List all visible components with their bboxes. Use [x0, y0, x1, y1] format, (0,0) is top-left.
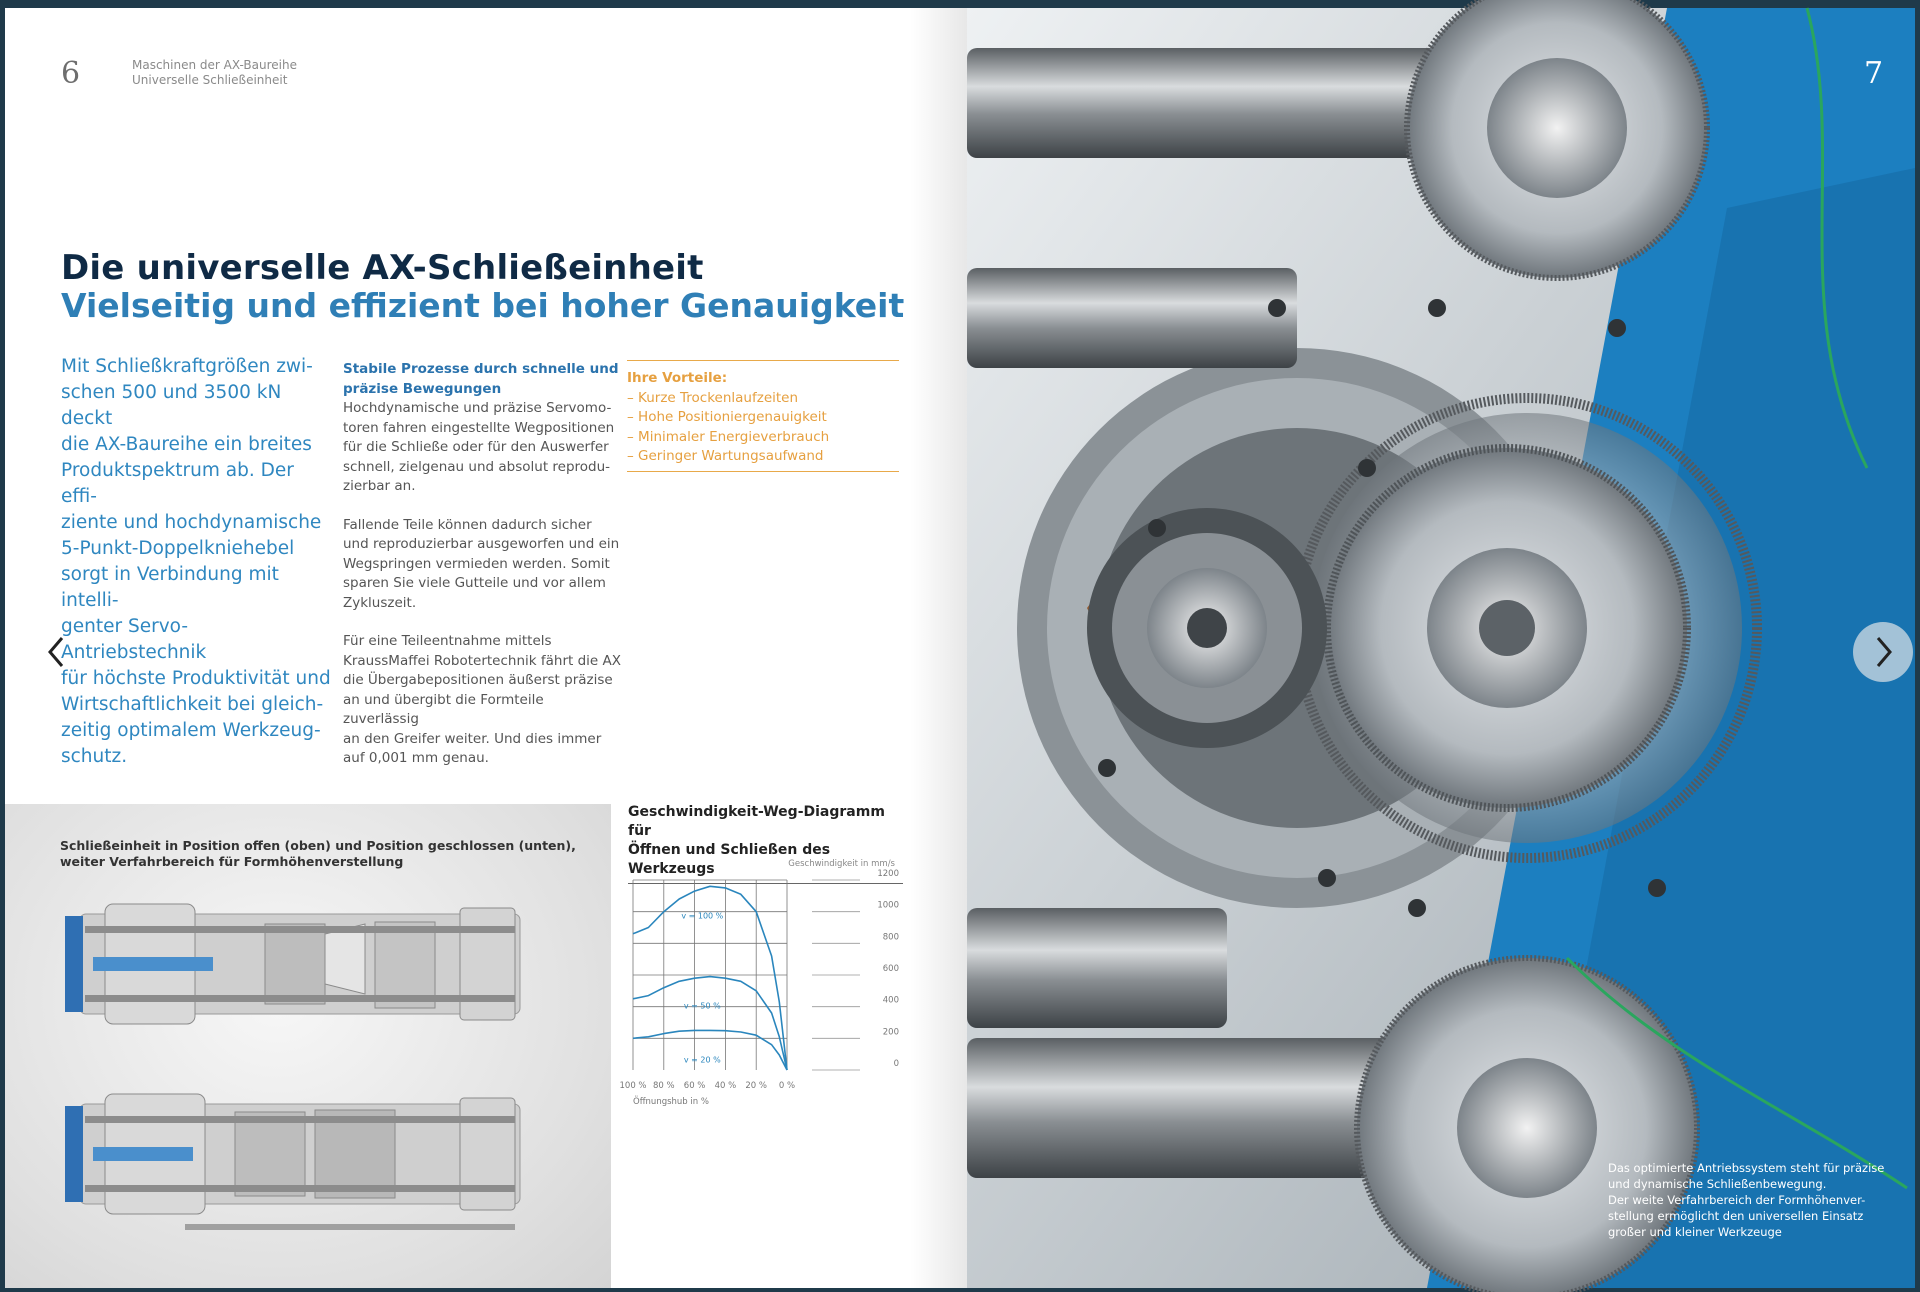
running-head-line: Universelle Schließeinheit	[132, 73, 288, 87]
body-line: Fallende Teile können dadurch sicher	[343, 516, 592, 533]
body-line: und reproduzierbar ausgeworfen und ein	[343, 536, 620, 552]
right-page-photo	[967, 8, 1915, 1288]
chart-xlabel: Öffnungshub in %	[633, 1097, 709, 1107]
magazine-spread	[5, 8, 1915, 1288]
body-line: Wegspringen vermieden werden. Somit	[343, 555, 610, 572]
photo-caption-line: stellung ermöglicht den universellen Einsatz	[1608, 1209, 1864, 1223]
lead-line: Produktspektrum ab. Der effi-	[61, 460, 294, 507]
benefit-item: – Kurze Trockenlaufzeiten	[627, 389, 799, 406]
body-column	[343, 360, 623, 788]
page-fold-shadow	[910, 8, 972, 1288]
benefit-item: – Minimaler Energieverbrauch	[627, 428, 830, 445]
body-line: schnell, zielgenau und absolut reprodu-	[343, 458, 611, 475]
benefit-item: – Hohe Positioniergenauigkeit	[627, 409, 827, 425]
left-page	[5, 8, 967, 1288]
chevron-left-icon	[42, 632, 72, 672]
next-page-button[interactable]	[1853, 622, 1913, 682]
subheading-line: präzise Bewegungen	[343, 380, 502, 397]
lead-line: schen 500 und 3500 kN deckt	[61, 382, 282, 429]
chart-ylabel: Geschwindigkeit in mm/s	[788, 859, 895, 869]
page-number-right: 7	[1864, 56, 1884, 91]
subheading-line: Stabile Prozesse durch schnelle und	[343, 361, 619, 377]
body-line: für die Schließe oder für den Auswerfer	[343, 439, 609, 455]
panel-caption-line: Schließeinheit in Position offen (oben) und Position geschlossen (unten),	[60, 838, 576, 853]
clamping-unit-open	[65, 904, 520, 1024]
chart-x-tick-label: 40 %	[714, 1081, 737, 1091]
body-line: zierbar an.	[343, 478, 416, 494]
photo-caption-line: Das optimierte Antriebssystem steht für präzise	[1608, 1161, 1885, 1175]
body-paragraph-2	[343, 516, 623, 614]
body-paragraph-1	[343, 399, 623, 497]
body-line: toren fahren eingestellte Wegpositionen	[343, 419, 615, 436]
photo-caption-line: und dynamische Schließenbewegung.	[1608, 1177, 1827, 1191]
body-line: auf 0,001 mm genau.	[343, 750, 489, 766]
body-line: Hochdynamische und präzise Servomo-	[343, 400, 612, 416]
lead-line: zeitig optimalem Werkzeug-	[61, 720, 321, 741]
lead-line: genter Servo-Antriebstechnik	[61, 616, 207, 663]
chart-y-tick-label: 800	[882, 932, 899, 943]
body-subheading	[343, 360, 623, 399]
chart-y-tick-label: 200	[882, 1027, 899, 1038]
clamping-unit-panel	[5, 804, 611, 1288]
chart-title-line: Geschwindigkeit-Weg-Diagramm für	[628, 804, 885, 839]
page-title: Die universelle AX-Schließeinheit	[61, 248, 704, 288]
body-line: an den Greifer weiter. Und dies immer	[343, 730, 602, 747]
chart-y-tick-label: 0	[893, 1059, 899, 1069]
chart-title-line: Öffnen und Schließen des Werkzeugs	[628, 842, 831, 877]
chart-y-tick-label: 1200	[877, 869, 899, 879]
lead-line: die AX-Baureihe ein breites	[61, 434, 312, 455]
page-number-left: 6	[61, 56, 81, 91]
panel-caption	[60, 838, 580, 870]
chart-x-tick-label: 0 %	[778, 1081, 796, 1091]
body-line: die Übergabepositionen äußerst präzise	[343, 672, 613, 688]
lead-line: Wirtschaftlichkeit bei gleich-	[61, 694, 324, 715]
lead-line: 5-Punkt-Doppelkniehebel	[61, 538, 295, 559]
body-line: sparen Sie viele Gutteile und vor allem	[343, 575, 606, 591]
benefits-title: Ihre Vorteile:	[627, 370, 728, 386]
chart-y-tick-label: 400	[882, 995, 899, 1006]
chart-series-label: v = 100 %	[681, 911, 724, 921]
clamping-unit-closed	[65, 1094, 520, 1230]
chart-x-tick-label: 60 %	[683, 1081, 706, 1091]
chart-x-tick-label: 100 %	[619, 1081, 647, 1091]
photo-caption-line: Der weite Verfahrbereich der Formhöhenver-	[1608, 1193, 1866, 1207]
photo-caption-line: großer und kleiner Werkzeuge	[1608, 1225, 1782, 1239]
lead-paragraph	[61, 354, 331, 770]
gear-drive-photo	[967, 8, 1915, 1288]
body-line: Zykluszeit.	[343, 594, 417, 611]
chevron-right-icon	[1868, 632, 1898, 672]
photo-caption	[1608, 1160, 1898, 1240]
benefit-item: – Geringer Wartungsaufwand	[627, 448, 824, 464]
clamping-unit-illustration	[5, 804, 611, 1288]
speed-travel-chart	[619, 848, 905, 1108]
body-paragraph-3	[343, 632, 623, 769]
benefits-box	[627, 360, 899, 472]
chart-series-label: v = 50 %	[683, 1001, 721, 1011]
running-head	[132, 58, 297, 88]
body-line: an und übergibt die Formteile zuverlässig	[343, 691, 544, 727]
chart-y-tick-label: 600	[882, 964, 899, 974]
chart-x-tick-label: 20 %	[745, 1081, 768, 1091]
lead-line: schutz.	[61, 746, 128, 767]
chart-y-tick-label: 1000	[877, 900, 899, 911]
previous-page-button[interactable]	[27, 622, 87, 682]
panel-caption-line: weiter Verfahrbereich für Formhöhenverstellung	[60, 854, 404, 869]
chart-series-label: v = 20 %	[683, 1055, 721, 1065]
body-line: KraussMaffei Robotertechnik fährt die AX	[343, 652, 621, 669]
body-line: Für eine Teileentnahme mittels	[343, 633, 552, 649]
running-head-line: Maschinen der AX-Baureihe	[132, 58, 297, 72]
lead-line: für höchste Produktivität und	[61, 668, 331, 689]
lead-line: sorgt in Verbindung mit intelli-	[61, 564, 279, 611]
lead-line: ziente und hochdynamische	[61, 512, 322, 533]
lead-line: Mit Schließkraftgrößen zwi-	[61, 356, 313, 377]
chart-x-tick-label: 80 %	[652, 1081, 675, 1091]
page-subtitle: Vielseitig und effizient bei hoher Genauigkeit	[61, 286, 905, 325]
